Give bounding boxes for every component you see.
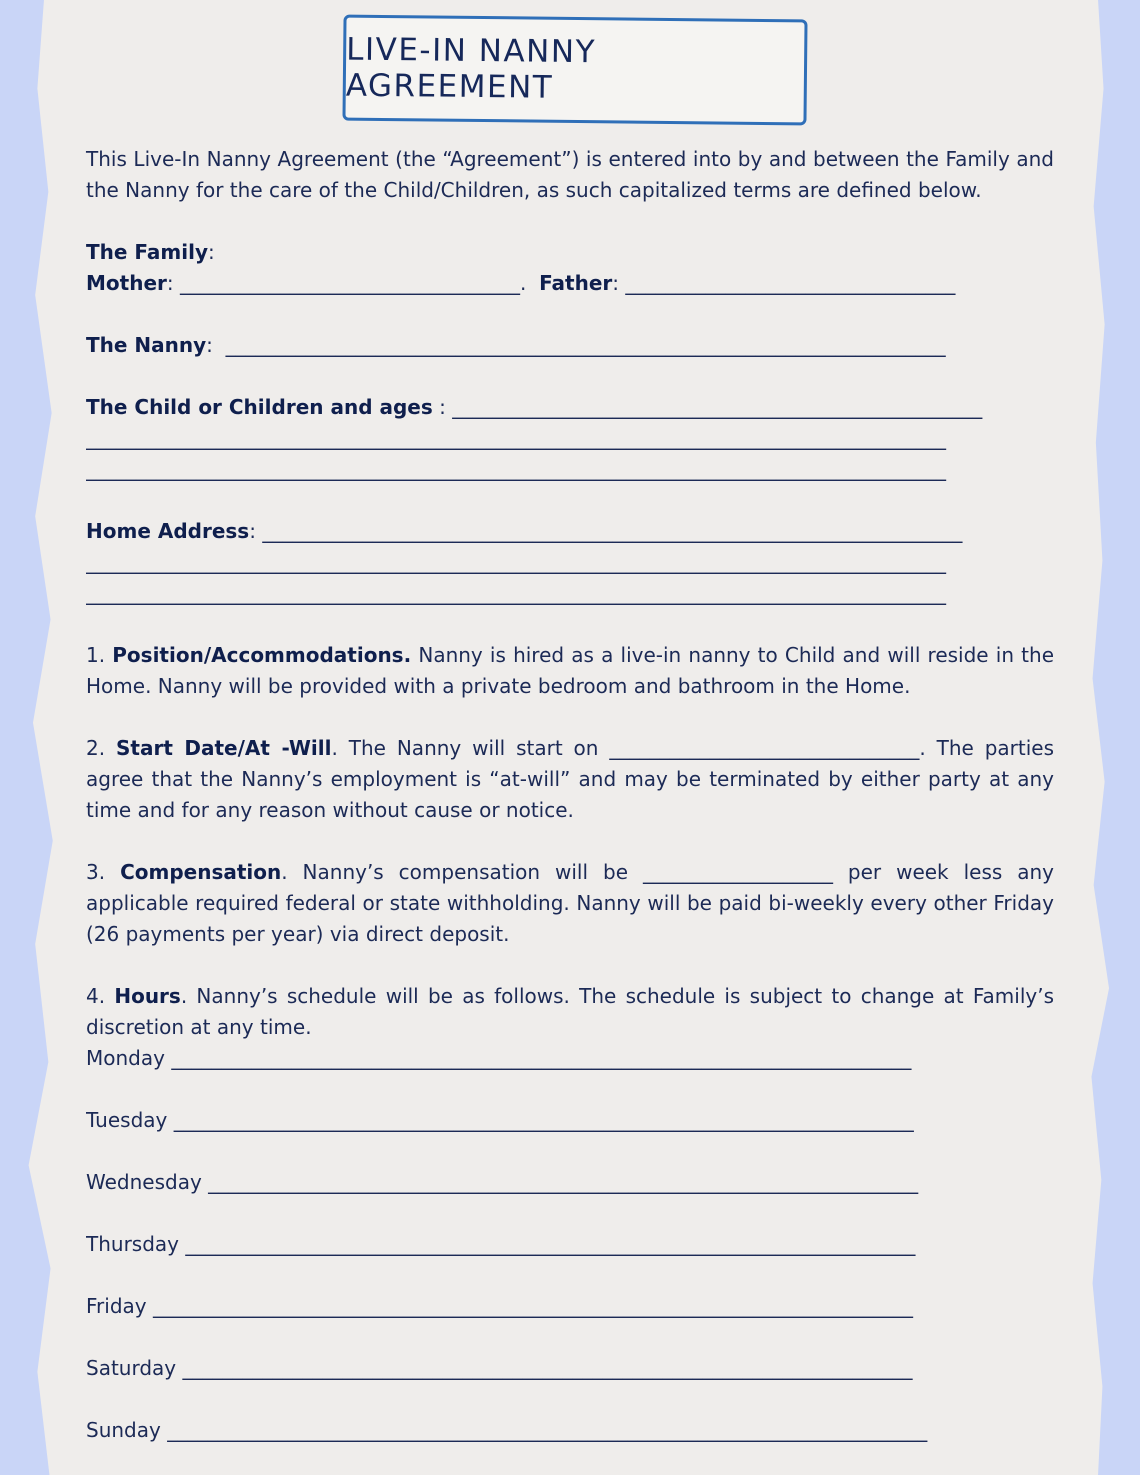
mother-label: Mother (86, 271, 167, 295)
schedule-saturday: Saturday _________________________________________________________________________ (86, 1356, 913, 1380)
section-3-heading: Compensation (120, 860, 282, 884)
section-3: 3. Compensation. Nanny’s compensation will be ___________________ per week less any applicable required federal or state withholding. Nanny will be paid bi-weekly every other Friday (26 payments per year) via direct deposit. (86, 860, 1055, 946)
address-field[interactable]: ______________________________________________________________________ (262, 519, 963, 543)
children-line: The Child or Children and ages : _____________________________________________________ (86, 395, 983, 419)
father-field[interactable]: _________________________________ (625, 271, 956, 295)
nanny-field[interactable]: ________________________________________________________________________ (225, 333, 946, 357)
children-field-3[interactable]: ______________________________________________________________________________________ (86, 457, 946, 481)
address-line: Home Address: ______________________________________________________________________ (86, 519, 963, 543)
section-2: 2. Start Date/At -Will. The Nanny will start on _______________________________. The parties agree that the Nanny’s employment is “at-will” and may be terminated by either party at any time and for any reason without cause or notice. (86, 736, 1055, 822)
sunday-field[interactable]: ____________________________________________________________________________ (167, 1418, 928, 1442)
nanny-line: The Nanny: ________________________________________________________________________ (86, 333, 946, 357)
nanny-label: The Nanny (86, 333, 207, 357)
monday-field[interactable]: __________________________________________________________________________ (171, 1046, 912, 1070)
parents-line: Mother: __________________________________. Father: _________________________________ (86, 271, 956, 295)
schedule-friday: Friday ____________________________________________________________________________ (86, 1294, 913, 1318)
father-label: Father (539, 271, 613, 295)
section-1-heading: Position/Accommodations. (112, 643, 412, 667)
schedule-thursday: Thursday _________________________________________________________________________ (86, 1232, 916, 1256)
address-label: Home Address (86, 519, 250, 543)
agreement-body (86, 144, 1054, 1446)
mother-field[interactable]: __________________________________ (179, 271, 520, 295)
children-label: The Child or Children and ages (86, 395, 433, 419)
start-date-field[interactable]: _______________________________ (609, 736, 920, 760)
address-field-2[interactable]: ______________________________________________________________________________________ (86, 550, 946, 574)
compensation-field[interactable]: ___________________ (642, 860, 833, 884)
address-field-3[interactable]: ______________________________________________________________________________________ (86, 581, 946, 605)
children-field[interactable]: _____________________________________________________ (452, 395, 983, 419)
saturday-field[interactable]: _________________________________________________________________________ (182, 1356, 913, 1380)
schedule-wednesday: Wednesday _______________________________________________________________________ (86, 1170, 919, 1194)
schedule-tuesday: Tuesday __________________________________________________________________________ (86, 1108, 914, 1132)
page-title: LIVE-IN NANNY AGREEMENT (345, 31, 597, 106)
family-heading: The Family: (86, 240, 215, 264)
wednesday-field[interactable]: _______________________________________________________________________ (208, 1170, 919, 1194)
title-box (342, 15, 807, 126)
friday-field[interactable]: ____________________________________________________________________________ (152, 1294, 913, 1318)
schedule-monday: Monday __________________________________________________________________________ (86, 1046, 912, 1070)
section-4-heading: Hours (114, 984, 181, 1008)
section-4: 4. Hours. Nanny’s schedule will be as follows. The schedule is subject to change at Family’s discretion at any time. (86, 984, 1055, 1039)
children-field-2[interactable]: ______________________________________________________________________________________ (86, 426, 946, 450)
schedule-sunday: Sunday ____________________________________________________________________________ (86, 1418, 928, 1442)
section-2-heading: Start Date/At -Will (116, 736, 332, 760)
tuesday-field[interactable]: __________________________________________________________________________ (173, 1108, 914, 1132)
intro-paragraph: This Live-In Nanny Agreement (the “Agreement”) is entered into by and between the Family and the Nanny for the care of the Child/Children, as such capitalized terms are defined below. (86, 147, 1054, 202)
section-1: 1. Position/Accommodations. Nanny is hired as a live-in nanny to Child and will reside in the Home. Nanny will be provided with a private bedroom and bathroom in the Home. (86, 643, 1054, 698)
thursday-field[interactable]: _________________________________________________________________________ (185, 1232, 916, 1256)
